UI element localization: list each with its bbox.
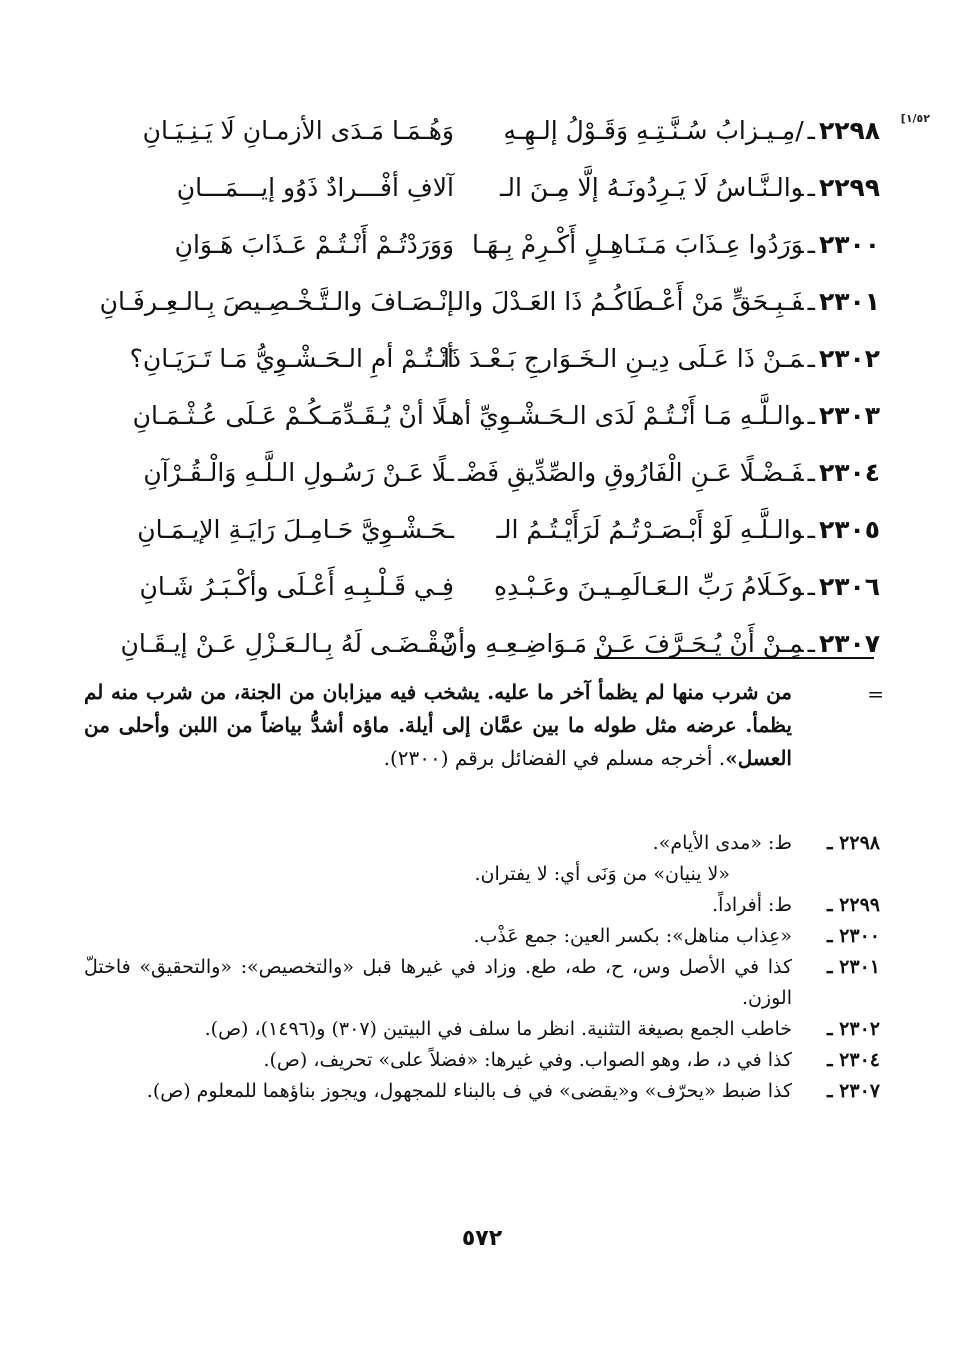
verse-second-hemistich: وَهُـمَـا مَـدَى الأزمـانِ لَا يَـنِـيَـانِ [142, 116, 454, 145]
continuation-bold-text: من شرب منها لم يظمأ آخر ما عليه. يشخب فيه ميزابان من الجنة، من شرب منه لم يظمأ. عرضه مثل طوله ما بين عمَّان إلى أيلة. ماؤه أشدُّ بياضاً من اللبن وأحلى من العسل» [84, 680, 792, 770]
footnote [84, 828, 880, 859]
verse-number: ٢٣٠٣ [818, 401, 880, 430]
footnote-number: ٢٣٠٢ ـ [826, 1018, 880, 1040]
verse-right-text: مِـنْ أَنْ يُـحَـرَّفَ عَـنْ مَـوَاضِـعِـهِ وأنْ [439, 629, 804, 658]
verse-first-hemistich: ٢٣٠٤ـفَـضْـلًا عَـنِ الْفَارُوقِ والصِّدِّيقِ فَضْـ [458, 458, 880, 487]
verse-right-text: وكَـلَامُ رَبِّ الـعَـالَمِـيـنَ وعَـبْـدِهِ [494, 572, 804, 601]
verse-number: ٢٣٠١ [818, 287, 880, 316]
footnote [84, 890, 880, 921]
footnote-subline: «لا ينيان» من وَنَى أي: لا يفتران. [474, 863, 730, 885]
footnote-text: «عِذاب مناهل»: بكسر العين: جمع عَذْب. [473, 925, 792, 947]
verse-row [84, 216, 880, 273]
verse-row [84, 330, 880, 387]
verse-row [84, 102, 880, 159]
verse-second-hemistich: يُـقْـضَـى لَهُ بِـالـعَـزْلِ عَـنْ إيـقَـانِ [120, 629, 454, 658]
verse-row [84, 615, 880, 672]
footnote-text: كذا ضبط «يحرّف» و«يقضى» في ف بالبناء للمجهول، ويجوز بناؤهما للمعلوم (ص). [146, 1080, 792, 1102]
margin-note: [١/٥٢ [900, 112, 930, 125]
footnote [84, 1076, 880, 1107]
verse-right-text: فَـضْـلًا عَـنِ الْفَارُوقِ والصِّدِّيقِ فَضْـ [458, 458, 804, 487]
footnote [84, 1014, 880, 1045]
verse-first-hemistich: ٢٣٠٠ـوَرَدُوا عِـذَابَ مَـنَـاهِـلٍ أَكْـرِمْ بِـهَـا [472, 230, 880, 259]
verse-second-hemistich: آلافِ أفْـــرادٌ ذَوُو إيـــمَـــانِ [176, 173, 454, 202]
footnote-text: خاطب الجمع بصيغة التثنية. انظر ما سلف في البيتين (٣٠٧) و(١٤٩٦)، (ص). [204, 1018, 792, 1040]
verse-row [84, 444, 880, 501]
footnote-text: كذا في الأصل وس، ح، طه، طع. وزاد في غيرها قبل «والتخصيص»: «والتحقيق» فاختلّ الوزن. [84, 956, 792, 1009]
verse-right-text: /مِـيـزابُ سُـنَّـتِـهِ وَقَـوْلُ إلـهِـهِ [503, 116, 804, 145]
verse-second-hemistich: ـحَـشْـوِيَّ حَـامِـلَ رَايَـةِ الإيـمَـانِ [137, 515, 454, 544]
footnotes-list [84, 828, 880, 1107]
verse-number: ٢٣٠٦ [818, 572, 880, 601]
footnote [84, 952, 880, 1014]
verse-second-hemistich: إنْـصَـافَ والـتَّـخْـصِـيصَ بِـالـعِـرفَـانِ [99, 287, 454, 316]
verse-number: ٢٢٩٨ [818, 116, 880, 145]
verse-right-text: مَـنْ ذَا عَـلَى دِيـنِ الـخَـوَارجِ بَـعْـدَ ذَا [442, 344, 804, 373]
footnote-separator [594, 657, 874, 659]
verse-first-hemistich: ٢٣٠٧ـمِـنْ أَنْ يُـحَـرَّفَ عَـنْ مَـوَاضِـعِـهِ وأنْ [439, 629, 880, 658]
verse-row [84, 273, 880, 330]
verse-first-hemistich: ٢٣٠٣ـوالـلَّـهِ مَـا أَنْـتُـمْ لَدَى الـحَـشْـوِيِّ أهـ [443, 401, 880, 430]
verse-number: ٢٣٠٥ [818, 515, 880, 544]
verse-number: ٢٢٩٩ [818, 173, 880, 202]
verses-block [84, 102, 880, 672]
page-number: ٥٧٢ [461, 1226, 503, 1251]
footnote-text: كذا في د، ط، وهو الصواب. وفي غيرها: «فضلاً على» تحريف، (ص). [263, 1049, 792, 1071]
footnote-number: ٢٣٠٠ ـ [826, 925, 880, 947]
verse-right-text: والـنَّـاسُ لَا يَـرِدُونَـهُ إلَّا مِـنَ الـ [500, 173, 804, 202]
verse-first-hemistich: ٢٣٠١ـفَـبِـحَقٍّ مَنْ أَعْـطَاكُـمُ ذَا العَـدْلَ والـ [449, 287, 880, 316]
verse-row [84, 501, 880, 558]
footnote-number: ٢٣٠٤ ـ [826, 1049, 880, 1071]
verse-number: ٢٣٠٢ [818, 344, 880, 373]
verse-number: ٢٣٠٧ [818, 629, 880, 658]
verse-right-text: فَـبِـحَقٍّ مَنْ أَعْـطَاكُـمُ ذَا العَـدْلَ والـ [449, 287, 804, 316]
verse-second-hemistich: وَوَرَدْتُـمْ أَنْـتُـمْ عَـذَابَ هَـوَانِ [174, 230, 454, 259]
verse-number: ٢٣٠٤ [818, 458, 880, 487]
footnote [84, 921, 880, 952]
verse-right-text: والـلَّـهِ لَوْ أَبْـصَـرْتُـمُ لَرَأَيْـتُـمُ الـ [496, 515, 804, 544]
verse-number: ٢٣٠٠ [818, 230, 880, 259]
verse-row [84, 159, 880, 216]
footnote-text: ط: أفراداً. [712, 894, 792, 916]
footnote-number: ٢٢٩٨ ـ [826, 832, 880, 854]
footnote-number: ٢٣٠١ ـ [826, 956, 880, 978]
verse-first-hemistich: ٢٣٠٥ـوالـلَّـهِ لَوْ أَبْـصَـرْتُـمُ لَرَأَيْـتُـمُ الـ [496, 515, 880, 544]
continuation-normal-text: . أخرجه مسلم في الفضائل برقم (٢٣٠٠). [383, 746, 726, 770]
verse-right-text: والـلَّـهِ مَـا أَنْـتُـمْ لَدَى الـحَـشْـوِيِّ أهـ [443, 401, 804, 430]
verse-first-hemistich: ٢٢٩٨ـ/مِـيـزابُ سُـنَّـتِـهِ وَقَـوْلُ إلـهِـهِ [503, 116, 880, 145]
footnote-text: ط: «مدى الأيام». [652, 832, 792, 854]
verse-second-hemistich: أنْـتُـمْ أمِ الـحَـشْـوِيُّ مَـا تَـرَيَـانِ؟ [129, 344, 454, 373]
verse-row [84, 387, 880, 444]
verse-second-hemistich: ـلًا أنْ يُـقَـدِّمَـكُـمْ عَـلَى عُـثْـمَـانِ [132, 401, 454, 430]
footnote-continuation [84, 676, 884, 775]
verse-second-hemistich: ـلًا عَـنْ رَسُـولِ الـلَّـهِ وَالْـقُـرْآنِ [143, 458, 454, 487]
continuation-text [84, 676, 792, 775]
verse-second-hemistich: فِـي قَـلْـبِـهِ أَعْـلَى وأكْـبَـرُ شَـانِ [139, 572, 454, 601]
verse-right-text: وَرَدُوا عِـذَابَ مَـنَـاهِـلٍ أَكْـرِمْ بِـهَـا [472, 230, 804, 259]
verse-first-hemistich: ٢٣٠٦ـوكَـلَامُ رَبِّ الـعَـالَمِـيـنَ وعَـبْـدِهِ [494, 572, 880, 601]
verse-first-hemistich: ٢٣٠٢ـمَـنْ ذَا عَـلَى دِيـنِ الـخَـوَارجِ بَـعْـدَ ذَا [442, 344, 880, 373]
continuation-mark: = [867, 682, 884, 706]
footnote-number: ٢٣٠٧ ـ [826, 1080, 880, 1102]
verse-first-hemistich: ٢٢٩٩ـوالـنَّـاسُ لَا يَـرِدُونَـهُ إلَّا مِـنَ الـ [500, 173, 880, 202]
footnote-number: ٢٢٩٩ ـ [826, 894, 880, 916]
footnote [84, 1045, 880, 1076]
verse-row [84, 558, 880, 615]
